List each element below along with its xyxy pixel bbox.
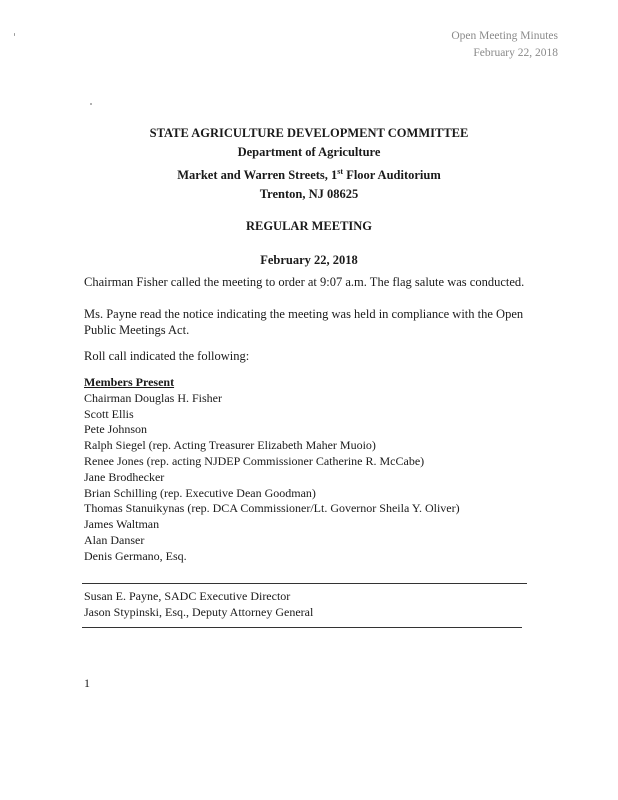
member-name: Pete Johnson (84, 422, 147, 437)
scan-speck (90, 103, 92, 105)
department-name: Department of Agriculture (237, 145, 381, 159)
divider-rule (82, 627, 522, 628)
running-header (451, 28, 558, 62)
committee-name: STATE AGRICULTURE DEVELOPMENT COMMITTEE (149, 126, 469, 140)
page-number: 1 (84, 676, 90, 690)
location-street: Market and Warren Streets, 1 (177, 168, 338, 183)
divider-rule (82, 583, 527, 584)
title-block (0, 124, 618, 204)
staff-section (84, 588, 313, 620)
scan-speck (14, 33, 15, 36)
staff-name: Jason Stypinski, Esq., Deputy Attorney General (84, 605, 314, 619)
header-date: February 22, 2018 (473, 47, 558, 59)
meeting-date: February 22, 2018 (260, 253, 358, 267)
location-ordinal: st (337, 167, 344, 176)
meeting-city: Trenton, NJ 08625 (259, 187, 359, 202)
meeting-location (0, 162, 618, 185)
member-name: Thomas Stanuikynas (rep. DCA Commissioner/Lt. Governor Sheila Y. Oliver) (84, 501, 460, 516)
notice-paragraph: Ms. Payne read the notice indicating the meeting was held in compliance with the Open Public Meetings Act. (84, 307, 524, 337)
member-name: Jane Brodhecker (84, 469, 165, 484)
member-name: James Waltman (84, 517, 160, 532)
call-to-order-paragraph: Chairman Fisher called the meeting to order at 9:07 a.m. The flag salute was conducted. (84, 275, 525, 289)
members-present-section (84, 375, 460, 565)
member-name: Scott Ellis (84, 406, 134, 421)
meeting-type: REGULAR MEETING (245, 219, 373, 233)
member-name: Alan Danser (84, 532, 145, 547)
member-name: Denis Germano, Esq. (84, 548, 187, 563)
roll-call-paragraph: Roll call indicated the following: (84, 349, 250, 363)
member-name: Renee Jones (rep. acting NJDEP Commissioner Catherine R. McCabe) (84, 453, 425, 468)
members-present-heading: Members Present (84, 375, 175, 389)
header-title: Open Meeting Minutes (451, 30, 558, 42)
member-name: Ralph Siegel (rep. Acting Treasurer Elizabeth Maher Muoio) (84, 438, 376, 453)
member-name: Brian Schilling (rep. Executive Dean Goodman) (84, 485, 316, 500)
staff-name: Susan E. Payne, SADC Executive Director (84, 589, 291, 603)
location-floor: Floor Auditorium (343, 168, 441, 183)
member-name: Chairman Douglas H. Fisher (84, 390, 222, 405)
